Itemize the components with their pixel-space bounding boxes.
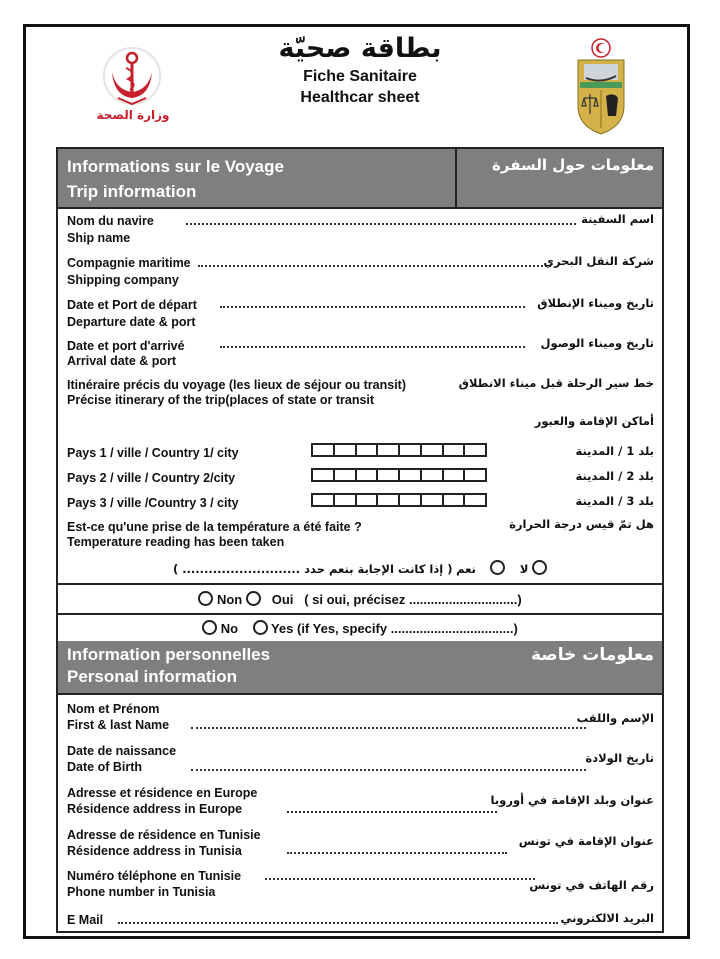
label-fr: Est-ce qu'une prise de la température a été faite ?	[67, 520, 362, 534]
label-fr: Itinéraire précis du voyage (les lieux de séjour ou transit)	[67, 378, 406, 392]
label-en: Departure date & port	[67, 315, 196, 329]
date-of-birth-input[interactable]	[191, 769, 586, 771]
country-label-ar: بلد 2 / المدينة	[575, 469, 654, 483]
label-fr: Date et port d'arrivé	[67, 339, 185, 353]
row-divider	[58, 583, 662, 585]
radio-no-en[interactable]	[202, 620, 217, 635]
label-ar: اسم السفينة	[581, 212, 654, 226]
label-en: First & last Name	[67, 718, 170, 732]
country-label-ar: بلد 3 / المدينة	[575, 494, 654, 508]
title-arabic: بطاقة صحيّة	[278, 33, 442, 64]
country-label-ar: بلد 1 / المدينة	[575, 444, 654, 458]
label-en: Arrival date & port	[67, 354, 177, 368]
temperature-options-ar	[58, 560, 662, 576]
radio-no-ar[interactable]	[532, 560, 547, 575]
email-input[interactable]	[118, 922, 558, 924]
label-fr: Nom du navire	[67, 214, 154, 228]
radio-yes-ar[interactable]	[490, 560, 505, 575]
tunisia-coat-of-arms	[574, 36, 628, 136]
label-ar: الإسم واللقب	[576, 711, 654, 725]
label-fr: Adresse et résidence en Europe	[67, 786, 258, 800]
label-ar: رقم الهاتف في تونس	[529, 878, 654, 892]
coat-of-arms-icon	[574, 36, 628, 136]
label-en: Temperature reading has been taken	[67, 535, 285, 549]
country-1-cells[interactable]	[311, 443, 487, 457]
ministry-of-health-logo	[78, 46, 188, 126]
ship-name-input[interactable]	[186, 223, 576, 225]
label-ar: البريد الالكتروني	[560, 911, 654, 925]
phone-input[interactable]	[265, 878, 535, 880]
header-divider	[455, 149, 457, 207]
label-ar: تاريخ وميناء الإنطلاق	[537, 296, 654, 310]
radio-yes-fr[interactable]	[246, 591, 261, 606]
label-fr: Nom et Prénom	[67, 702, 160, 716]
country-2-cells[interactable]	[311, 468, 487, 482]
personal-title-ar: معلومات خاصة	[530, 645, 654, 665]
label-ar: تاريخ وميناء الوصول	[540, 336, 654, 350]
temperature-options-en	[58, 620, 662, 636]
radio-no-fr[interactable]	[198, 591, 213, 606]
country-3-cells[interactable]	[311, 493, 487, 507]
full-name-input[interactable]	[191, 727, 586, 729]
trip-section-header	[58, 149, 662, 209]
document-title	[250, 32, 470, 108]
label-ar: هل تمّ قيس درجة الحرارة	[509, 517, 654, 531]
title-english: Healthcar sheet	[300, 89, 420, 106]
label-ar: شركة النقل البحري	[543, 254, 654, 268]
trip-title-en: Trip information	[67, 182, 197, 201]
label-fr: Date de naissance	[67, 744, 177, 758]
country-label: Pays 1 / ville / Country 1/ city	[67, 446, 239, 460]
arrival-input[interactable]	[220, 346, 525, 348]
label-en: Ship name	[67, 231, 131, 245]
address-tunisia-input[interactable]	[287, 852, 507, 854]
title-french: Fiche Sanitaire	[303, 68, 417, 85]
country-label: Pays 3 / ville /Country 3 / city	[67, 496, 239, 510]
label-ar: عنوان وبلد الإقامة في أوروبا	[490, 793, 654, 807]
row-divider	[58, 613, 662, 615]
shipping-company-input[interactable]	[198, 265, 551, 267]
option-yes-label: Oui	[271, 592, 294, 607]
personal-title-en: Personal information	[67, 667, 238, 686]
label-ar: خط سير الرحلة قبل ميناء الانطلاق	[458, 376, 654, 390]
label-fr: Numéro téléphone en Tunisie	[67, 869, 242, 883]
personal-title-fr: Information personnelles	[67, 645, 271, 664]
trip-title-fr: Informations sur le Voyage	[67, 157, 284, 176]
label-en: Date of Birth	[67, 760, 142, 774]
country-label: Pays 2 / ville / Country 2/city	[67, 471, 236, 485]
option-yes-label: نعم	[456, 562, 476, 576]
label-ar: تاريخ الولادة	[585, 751, 654, 765]
option-no-label: Non	[216, 592, 243, 607]
option-no-label: لا	[519, 562, 529, 576]
label-ar: عنوان الإقامة في تونس	[518, 834, 654, 848]
label-fr: Adresse de résidence en Tunisie	[67, 828, 261, 842]
label-ar-2: أماكن الإقامة والعبور	[534, 414, 654, 428]
trip-title-ar: معلومات حول السفرة	[492, 156, 654, 174]
ministry-name: وزارة الصحة	[96, 108, 170, 122]
label-fr: E Mail	[67, 913, 104, 927]
option-no-label: No	[220, 621, 239, 636]
departure-input[interactable]	[220, 306, 525, 308]
specify-field-ar[interactable]: ( إذا كانت الإجابة بنعم حدد ........................... )	[172, 562, 453, 576]
specify-field-en[interactable]: Yes (if Yes, specify ..................................)	[270, 621, 518, 636]
label-en: Résidence address in Europe	[67, 802, 243, 816]
temperature-options-fr	[58, 591, 662, 607]
label-fr: Date et Port de départ	[67, 298, 197, 312]
personal-section-header	[58, 641, 662, 695]
label-fr: Compagnie maritime	[67, 256, 191, 270]
label-en: Shipping company	[67, 273, 179, 287]
address-europe-input[interactable]	[287, 811, 497, 813]
specify-field-fr[interactable]: ( si oui, précisez ..............................)	[304, 592, 522, 607]
health-form	[56, 147, 664, 933]
label-en: Résidence address in Tunisia	[67, 844, 242, 858]
label-en: Précise itinerary of the trip(places of state or transit	[67, 393, 375, 407]
radio-yes-en[interactable]	[253, 620, 268, 635]
label-en: Phone number in Tunisia	[67, 885, 216, 899]
